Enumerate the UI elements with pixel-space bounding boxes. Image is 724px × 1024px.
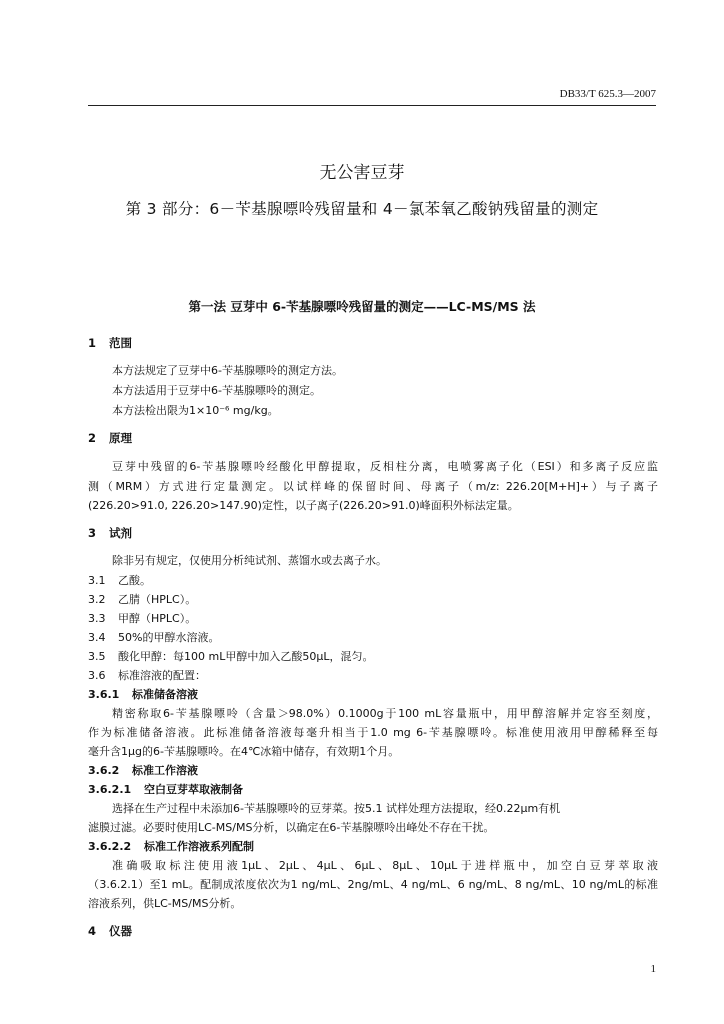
paragraph-line: 作为标准储备溶液。此标准储备溶液每毫升相当于1.0 mg 6-苄基腺嘌呤。标准使用液用甲醇稀释至每: [88, 726, 658, 739]
section-title: 范围: [109, 336, 132, 350]
subsection-heading: 3.6.2.2 标准工作溶液系列配制: [88, 840, 254, 853]
standard-number: DB33/T 625.3—2007: [559, 88, 656, 100]
section-3-heading: [88, 525, 132, 541]
list-item: 3.4 50%的甲醇水溶液。: [88, 631, 220, 644]
list-item: 3.5 酸化甲醇：每100 mL甲醇中加入乙酸50μL，混匀。: [88, 650, 374, 663]
list-item: 3.1 乙酸。: [88, 574, 151, 587]
paragraph-line: (226.20>91.0, 226.20>147.90)定性，以子离子(226.20>91.0)峰面积外标法定量。: [88, 499, 519, 512]
paragraph-line: 滤膜过滤。必要时使用LC-MS/MS分析，以确定在6-苄基腺嘌呤出峰处不存在干扰。: [88, 821, 495, 834]
paragraph-line: 毫升含1μg的6-苄基腺嘌呤。在4℃冰箱中储存，有效期1个月。: [88, 745, 400, 758]
header-rule: [88, 105, 656, 106]
paragraph-line: 精密称取6-苄基腺嘌呤（含量＞98.0%）0.1000g于100 mL容量瓶中，用甲醇溶解并定容至刻度，: [112, 707, 658, 720]
section-number: 3: [88, 526, 97, 540]
section-title: 原理: [109, 431, 132, 445]
paragraph-line: 溶液系列，供LC-MS/MS分析。: [88, 897, 242, 910]
list-item: 3.6 标准溶液的配置：: [88, 669, 206, 682]
subsection-heading: 3.6.1 标准储备溶液: [88, 688, 198, 701]
paragraph-line: 选择在生产过程中未添加6-苄基腺嘌呤的豆芽菜。按5.1 试样处理方法提取，经0.22μm有机: [112, 802, 561, 815]
paragraph-line: 测（MRM）方式进行定量测定。以试样峰的保留时间、母离子（m/z: 226.20[M+H]+）与子离子: [88, 480, 658, 493]
paragraph-line: 本方法检出限为1×10⁻⁶ mg/kg。: [112, 404, 279, 417]
paragraph-line: 除非另有规定，仅使用分析纯试剂、蒸馏水或去离子水。: [112, 554, 387, 567]
section-title: 仪器: [109, 924, 132, 938]
section-4-heading: [88, 923, 132, 939]
part-title: 第 3 部分：6－苄基腺嘌呤残留量和 4－氯苯氧乙酸钠残留量的测定: [125, 200, 599, 218]
subsection-heading: 3.6.2.1 空白豆芽萃取液制备: [88, 783, 243, 796]
paragraph-line: 本方法适用于豆芽中6-苄基腺嘌呤的测定。: [112, 384, 321, 397]
section-1-heading: [88, 335, 132, 351]
section-number: 4: [88, 924, 97, 938]
page-number: 1: [650, 963, 656, 975]
paragraph-line: （3.6.2.1）至1 mL。配制成浓度依次为1 ng/mL、2ng/mL、4 ng/mL、6 ng/mL、8 ng/mL、10 ng/mL的标准: [88, 878, 658, 891]
paragraph-line: 准确吸取标注使用液1μL、2μL、4μL、6μL、8μL、10μL于进样瓶中，加空白豆芽萃取液: [112, 859, 658, 872]
paragraph-line: 豆芽中残留的6-苄基腺嘌呤经酸化甲醇提取，反相柱分离，电喷雾离子化（ESI）和多离子反应监: [112, 460, 658, 473]
section-2-heading: [88, 430, 132, 446]
list-item: 3.3 甲醇（HPLC）。: [88, 612, 197, 625]
subsection-heading: 3.6.2 标准工作溶液: [88, 764, 198, 777]
paragraph-line: 本方法规定了豆芽中6-苄基腺嘌呤的测定方法。: [112, 364, 343, 377]
document-title: 无公害豆芽: [319, 163, 405, 183]
method-title: 第一法 豆芽中 6-苄基腺嘌呤残留量的测定——LC-MS/MS 法: [188, 299, 536, 314]
section-number: 2: [88, 431, 97, 445]
list-item: 3.2 乙腈（HPLC）。: [88, 593, 197, 606]
section-number: 1: [88, 336, 97, 350]
section-title: 试剂: [109, 526, 132, 540]
